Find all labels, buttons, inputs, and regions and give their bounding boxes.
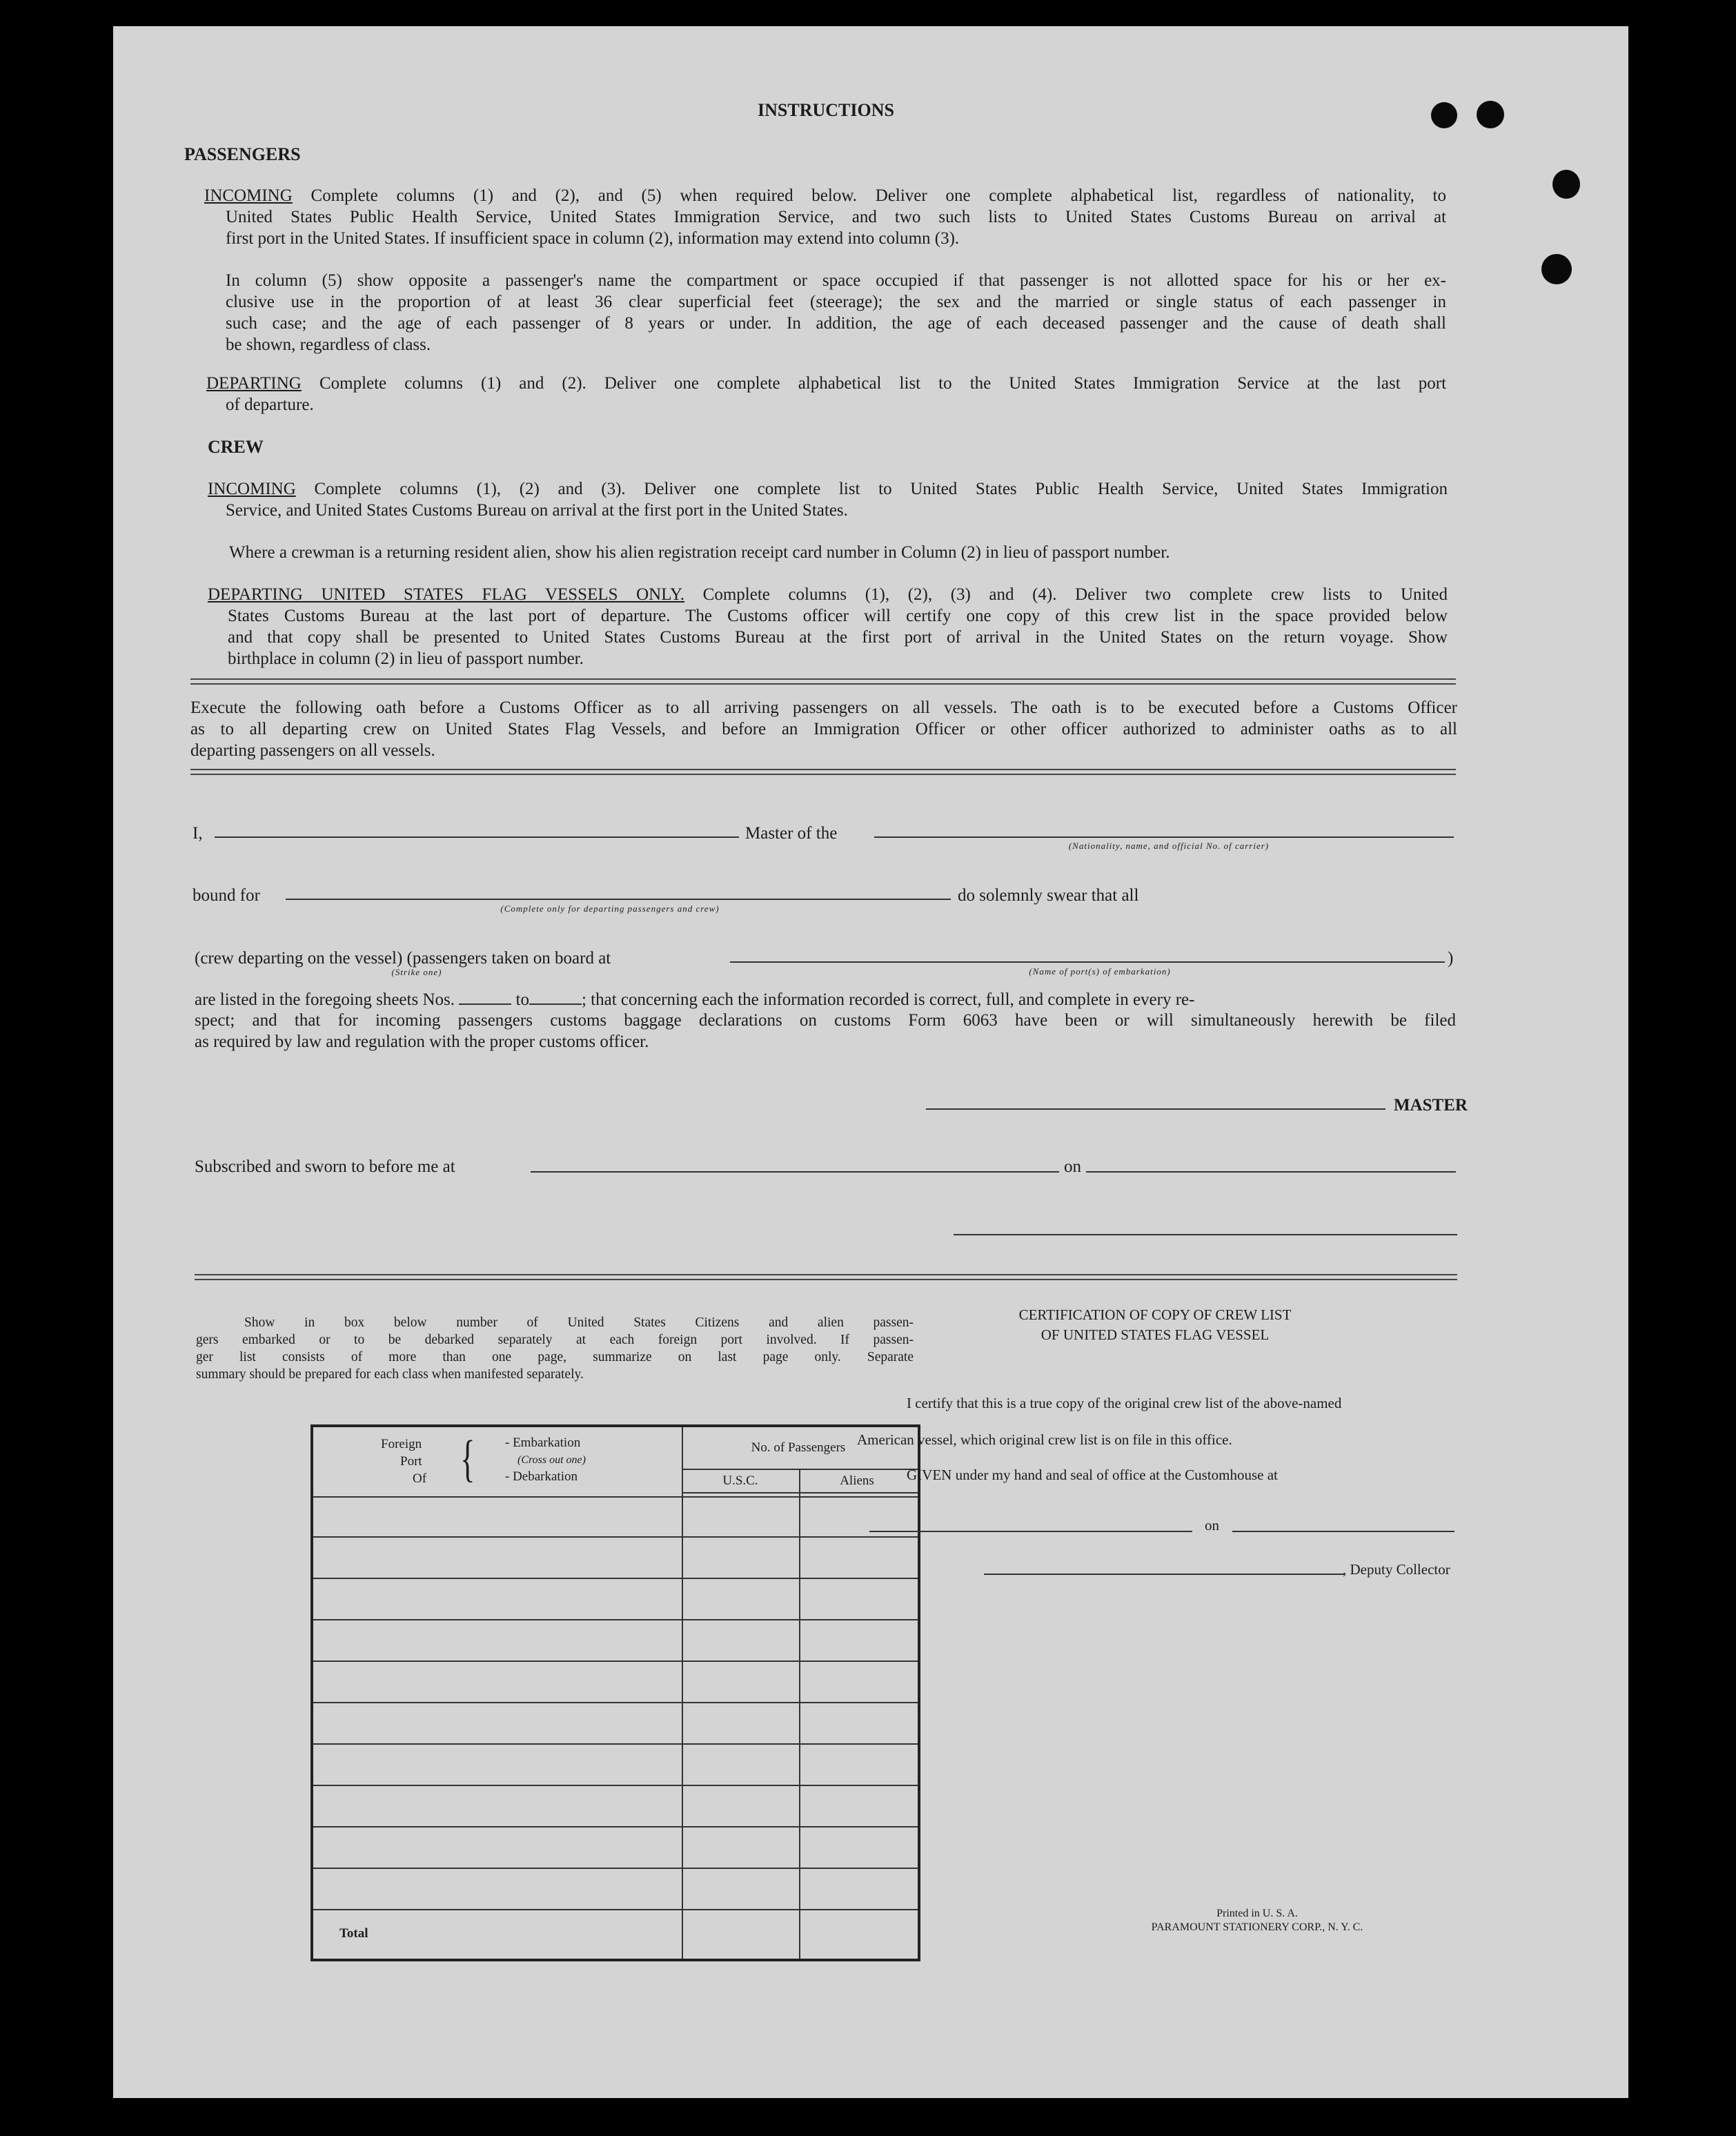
port-caption: (Name of port(s) of embarkation) [1029,966,1171,977]
passengers-incoming-line-3: first port in the United States. If insufficient space in column (2), information may extend into column (3). [226,229,960,248]
oath-intro-line-3: departing passengers on all vessels. [190,741,435,760]
passenger-summary-table [310,1424,920,1961]
aliens-header: Aliens [840,1473,874,1488]
punch-hole [1552,170,1580,199]
crew-departing-line-4: birthplace in column (2) in lieu of passport number. [228,649,584,668]
column-5-line-2: clusive use in the proportion of at least 36 clear superficial feet (steerage); the sex and the married or single status of each passenger in [226,293,1446,311]
sheets-line-2: spect; and that for incoming passengers customs baggage declarations on customs Form 6063 have been or will simultaneously herewith be filed [195,1011,1456,1030]
officer-signature-field[interactable] [954,1234,1457,1235]
close-paren: ) [1448,949,1454,968]
certification-on-label: on [1205,1517,1219,1534]
passengers-incoming-line-2: United States Public Health Service, United States Immigration Service, and two such lists to United States Customs Bureau on arrival at [226,208,1446,226]
foreign-label: Foreign [381,1437,422,1451]
certification-heading-1: CERTIFICATION OF COPY OF CREW LIST [1018,1306,1292,1323]
sheets-line-3: as required by law and regulation with the proper customs officer. [195,1032,649,1051]
summary-line-3: ger list consists of more than one page, summarize on last page only. Separate [196,1350,914,1364]
crew-departing-line-1 [208,584,1448,605]
passengers-incoming-line-1 [204,185,1446,206]
usc-header: U.S.C. [722,1473,758,1488]
certification-line-3: GIVEN under my hand and seal of office at the Customhouse at [907,1467,1278,1483]
crew-incoming-text: Complete columns (1), (2) and (3). Deliver one complete list to United States Public Health Service, United States Immigration [314,480,1448,498]
debarkation-label: - Debarkation [505,1469,578,1484]
oath-i-label: I, [193,824,203,843]
crew-resident-alien: Where a crewman is a returning resident alien, show his alien registration receipt card number in Column (2) in lieu of passport number. [229,543,1170,562]
form-sheet [113,26,1628,2098]
table-header-rule [313,1496,918,1498]
certification-heading-2: OF UNITED STATES FLAG VESSEL [1040,1326,1270,1343]
summary-line-1: Show in box below number of United States Citizens and alien passen- [244,1315,914,1330]
sheets-rest: ; that concerning each the information recorded is correct, full, and complete in every re- [581,990,1195,1009]
incoming-label: INCOMING [204,186,293,205]
passengers-heading: PASSENGERS [184,144,301,164]
deputy-collector-label: , Deputy Collector [1343,1561,1450,1578]
strike-one-caption: (Strike one) [391,967,442,977]
crew-heading: CREW [208,437,264,457]
table-row-rule [313,1743,918,1745]
sheets-to-label: to [515,990,529,1009]
table-row-rule [313,1660,918,1662]
subscribed-label: Subscribed and sworn to before me at [195,1157,455,1176]
cross-out-label: (Cross out one) [517,1454,586,1466]
bound-for-caption: (Complete only for departing passengers and crew) [500,903,720,914]
embarkation-port-field[interactable] [730,961,1445,963]
deputy-signature-field[interactable] [984,1574,1344,1575]
sheets-label: are listed in the foregoing sheets Nos. [195,990,455,1009]
departing-text: Complete columns (1) and (2). Deliver one complete alphabetical list to the United States Immigration Service at the last port [319,374,1447,393]
certification-line-2: American vessel, which original crew list is on file in this office. [857,1431,1232,1448]
table-divider [682,1427,683,1959]
brace-icon: { [460,1431,475,1487]
no-of-passengers-header: No. of Passengers [751,1440,846,1455]
master-of-the-label: Master of the [745,824,838,843]
crew-departing-line-3: and that copy shall be presented to United States Customs Bureau at the first port of arrival in the United States on the return voyage. Show [228,628,1448,647]
table-divider [682,1492,918,1493]
subscribed-place-field[interactable] [531,1171,1059,1173]
column-5-line-3: such case; and the age of each passenger of 8 years or under. In addition, the age of each deceased passenger and the cause of death shall [226,314,1446,333]
bound-for-field[interactable] [286,899,951,900]
column-5-line-1: In column (5) show opposite a passenger's name the compartment or space occupied if that passenger is not allotted space for his or her ex- [226,271,1446,290]
table-row-rule [313,1826,918,1828]
table-row-rule [313,1619,918,1620]
certification-line-1: I certify that this is a true copy of the original crew list of the above-named [907,1395,1342,1411]
table-row-rule [313,1702,918,1703]
section-divider [190,678,1456,685]
printer-line-2: PARAMOUNT STATIONERY CORP., N. Y. C. [1151,1921,1363,1933]
section-divider [190,769,1456,775]
subscribed-date-field[interactable] [1086,1171,1456,1173]
sheets-to-field[interactable] [529,988,582,1005]
departing-label: DEPARTING [206,374,302,393]
oath-intro-line-1: Execute the following oath before a Customs Officer as to all arriving passengers on all vessels. The oath is to be executed before a Customs Officer [190,698,1457,717]
crew-incoming-line-1 [208,478,1448,500]
sheets-line-1 [195,988,1456,1010]
embarkation-label: - Embarkation [505,1436,581,1450]
subscribed-on-label: on [1064,1157,1081,1176]
crew-departing-label: DEPARTING UNITED STATES FLAG VESSELS ONLY. [208,585,685,604]
certification-date-field[interactable] [1232,1531,1454,1532]
crew-departing-line-2: States Customs Bureau at the last port of departure. The Customs officer will certify one copy of this crew list in the space provided below [228,607,1448,625]
table-divider [799,1469,800,1959]
section-divider [195,1274,1457,1280]
passengers-departing-line-2: of departure. [226,395,314,414]
crew-incoming-label: INCOMING [208,480,296,498]
table-divider [682,1469,918,1470]
table-row-rule [313,1785,918,1786]
carrier-field[interactable] [874,836,1454,838]
printer-line-1: Printed in U. S. A. [1216,1908,1298,1919]
page-title: INSTRUCTIONS [758,100,894,120]
column-5-line-4: be shown, regardless of class. [226,335,431,354]
oath-intro-line-2: as to all departing crew on United States Flag Vessels, and before an Immigration Officer or other officer authorized to administer oaths as to all [190,720,1457,738]
master-signature-field[interactable] [926,1108,1385,1110]
carrier-caption: (Nationality, name, and official No. of carrier) [1068,841,1270,851]
summary-line-2: gers embarked or to be debarked separately at each foreign port involved. If passen- [196,1333,914,1347]
table-row-rule [313,1909,918,1910]
passengers-departing-line-1 [206,373,1446,394]
incoming-text: Complete columns (1) and (2), and (5) when required below. Deliver one complete alphabetical list, regardless of nationality, to [310,186,1447,205]
customhouse-field[interactable] [869,1531,1192,1532]
table-row-rule [313,1578,918,1579]
crew-incoming-line-2: Service, and United States Customs Bureau on arrival at the first port in the United States. [226,501,848,520]
punch-hole [1541,254,1572,284]
port-label: Port [400,1454,422,1469]
crew-departing-clause: (crew departing on the vessel) (passengers taken on board at [195,949,611,968]
sheets-from-field[interactable] [459,988,511,1005]
master-name-field[interactable] [215,836,739,838]
swear-label: do solemnly swear that all [958,886,1139,905]
summary-line-4: summary should be prepared for each class when manifested separately. [196,1367,584,1382]
summary-instructions [196,1314,914,1383]
table-row-rule [313,1868,918,1869]
bound-for-label: bound for [193,886,260,905]
crew-departing-text: Complete columns (1), (2), (3) and (4). Deliver two complete crew lists to United [702,585,1448,604]
master-label: MASTER [1394,1096,1468,1115]
total-label: Total [339,1926,368,1941]
table-row-rule [313,1536,918,1538]
of-label: Of [413,1471,427,1486]
